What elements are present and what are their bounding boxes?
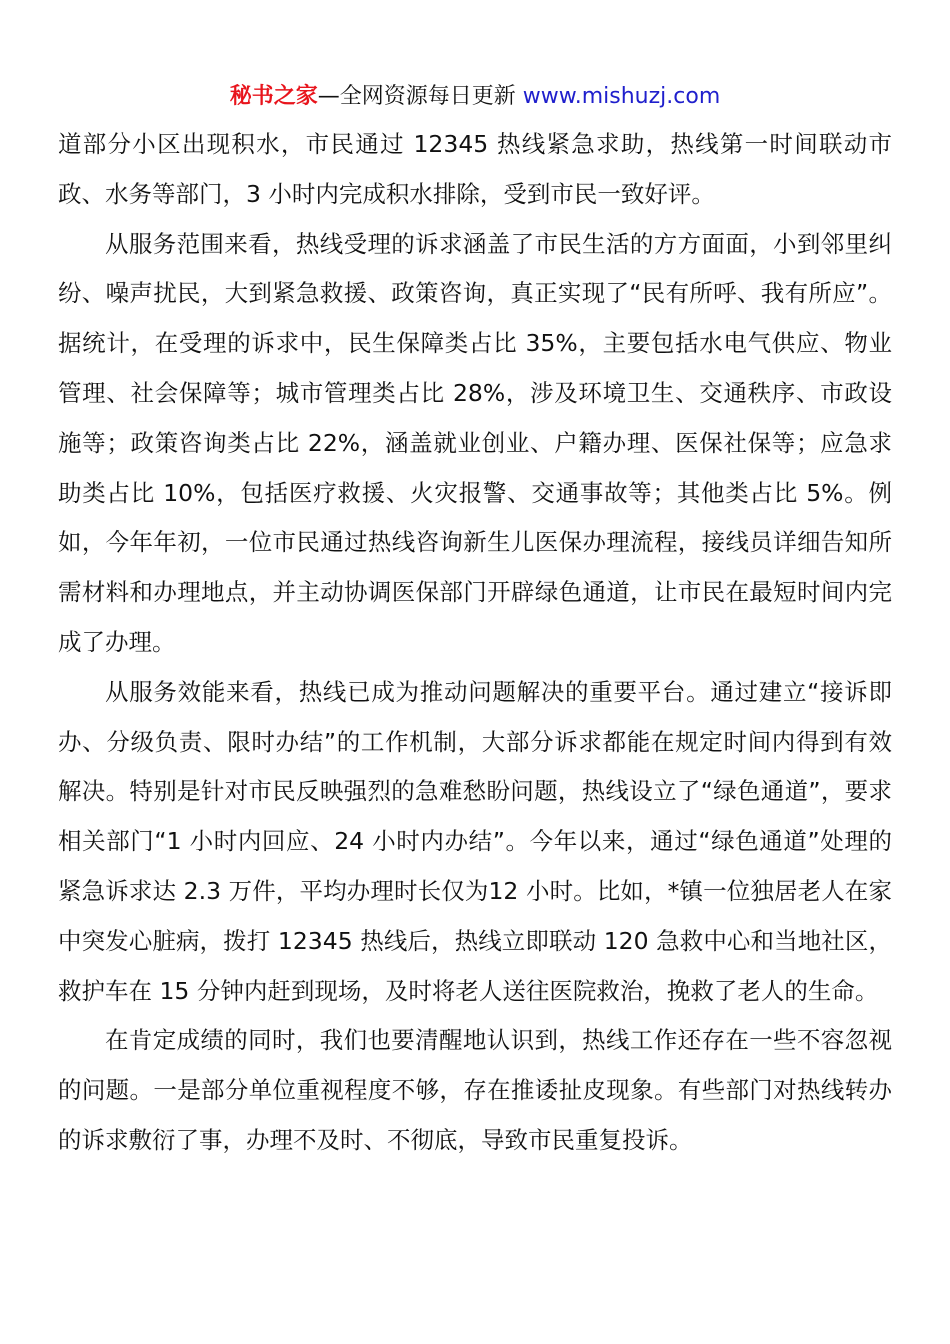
paragraph-continued: 道部分小区出现积水，市民通过 12345 热线紧急求助，热线第一时间联动市政、水务等部门，3 小时内完成积水排除，受到市民一致好评。	[58, 130, 892, 208]
document-body	[58, 120, 892, 1166]
site-header	[0, 80, 950, 114]
site-url-link[interactable]: www.mishuzj.com	[522, 84, 721, 109]
paragraph-service-scope: 从服务范围来看，热线受理的诉求涵盖了市民生活的方方面面，小到邻里纠纷、噪声扰民，大到紧急救援、政策咨询，真正实现了“民有所呼、我有所应”。据统计，在受理的诉求中，民生保障类占比 35%，主要包括水电气供应、物业管理、社会保障等；城市管理类占比 28%，涉及环境卫生、交通秩序、市政设施等；政策咨询类占比 22%，涵盖就业创业、户籍办理、医保社保等；应急求助类占比 10%，包括医疗救援、火灾报警、交通事故等；其他类占比 5%。例如，今年年初，一位市民通过热线咨询新生儿医保办理流程，接线员详细告知所需材料和办理地点，并主动协调医保部门开辟绿色通道，让市民在最短时间内完成了办理。	[58, 229, 892, 656]
site-tagline: —全网资源每日更新	[317, 84, 523, 109]
paragraph-problems: 在肯定成绩的同时，我们也要清醒地认识到，热线工作还存在一些不容忽视的问题。一是部分单位重视程度不够，存在推诿扯皮现象。有些部门对热线转办的诉求敷衍了事，办理不及时、不彻底，导致市民重复投诉。	[58, 1026, 892, 1154]
paragraph-service-efficiency: 从服务效能来看，热线已成为推动问题解决的重要平台。通过建立“接诉即办、分级负责、限时办结”的工作机制，大部分诉求都能在规定时间内得到有效解决。特别是针对市民反映强烈的急难愁盼问题，热线设立了“绿色通道”，要求相关部门“1 小时内回应、24 小时内办结”。今年以来，通过“绿色通道”处理的紧急诉求达 2.3 万件，平均办理时长仅为12 小时。比如，*镇一位独居老人在家中突发心脏病，拨打 12345 热线后，热线立即联动 120 急救中心和当地社区，救护车在 15 分钟内赶到现场，及时将老人送往医院救治，挽救了老人的生命。	[58, 677, 892, 1005]
site-brand: 秘书之家	[229, 84, 318, 109]
